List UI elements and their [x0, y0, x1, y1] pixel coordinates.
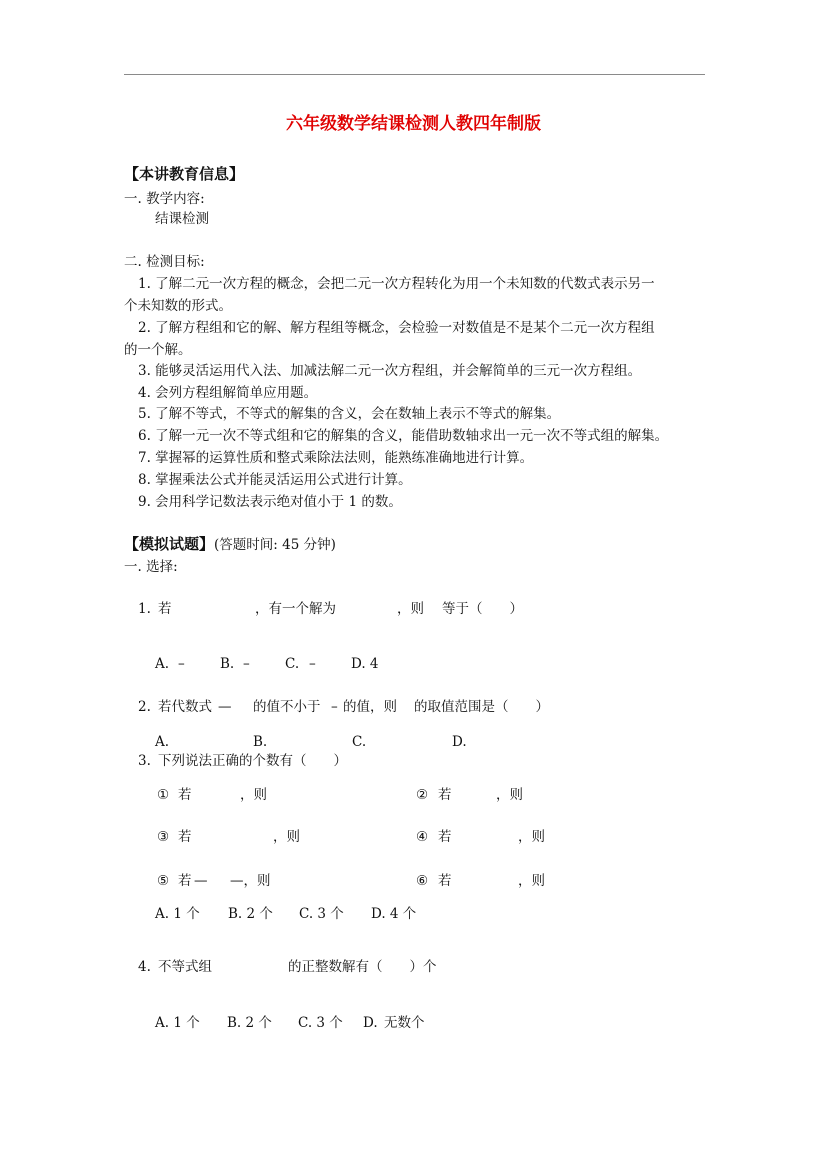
q1-text: ，有一个解为 — [255, 601, 336, 617]
content-value: 结课检测 — [155, 211, 209, 227]
q4-number: 4. — [138, 959, 151, 975]
q2-option-a: A. — [155, 734, 170, 750]
q3-statement-marker: ⑥ — [416, 873, 429, 889]
goal-line: 5. 了解不等式，不等式的解集的含义，会在数轴上表示不等式的解集。 — [138, 406, 561, 422]
q1-option-b: B. — [220, 656, 235, 672]
q3-statement-text: ，则 — [273, 829, 300, 845]
goal-line: 9. 会用科学记数法表示绝对值小于 1 的数。 — [138, 494, 402, 510]
q4-option-d-value: 无数个 — [384, 1015, 425, 1031]
q3-statement-text: ，则 — [240, 787, 267, 803]
goals-label: 二. 检测目标: — [124, 254, 205, 270]
q4-option-d: D. — [363, 1015, 378, 1031]
q4-option-c: C. 3 个 — [298, 1015, 343, 1031]
q3-statement-text: 若 — [438, 829, 452, 845]
content-label: 一. 教学内容: — [124, 191, 205, 207]
q1-option-a-value: – — [178, 656, 185, 672]
q3-statement-text: ，则 — [518, 873, 545, 889]
exam-time-note: (答题时间: 45 分钟) — [214, 537, 336, 553]
header-rule — [124, 74, 705, 75]
goal-line: 的一个解。 — [124, 342, 192, 358]
q3-statement-text: 若 — [178, 829, 192, 845]
q1-text: 若 — [158, 601, 172, 617]
goal-line: 6. 了解一元一次不等式组和它的解集的含义，能借助数轴求出一元一次不等式组的解集。 — [138, 428, 669, 444]
q3-statement-marker: ⑤ — [157, 873, 170, 889]
goal-line: 4. 会列方程组解简单应用题。 — [138, 385, 318, 401]
q2-option-b: B. — [253, 734, 268, 750]
q3-statement-text: 若 — [438, 787, 452, 803]
page-title: 六年级数学结课检测人教四年制版 — [286, 114, 541, 134]
q4-option-a: A. 1 个 — [155, 1015, 200, 1031]
q2-text: 的值，则 — [343, 699, 397, 715]
q4-text: 的正整数解有（ ）个 — [288, 959, 437, 975]
q1-number: 1. — [138, 601, 151, 617]
q3-number: 3. — [138, 753, 151, 769]
q3-statement-marker: ② — [416, 787, 429, 803]
q2-fraction-bar: — — [218, 699, 232, 715]
goal-line: 2. 了解方程组和它的解、解方程组等概念，会检验一对数值是不是某个二元一次方程组 — [138, 320, 655, 336]
q3-statement-text: 若 — [178, 873, 192, 889]
q1-option-c-value: – — [309, 656, 316, 672]
q3-option-d: D. 4 个 — [371, 906, 417, 922]
q3-statement-marker: ③ — [157, 829, 170, 845]
goal-line: 个未知数的形式。 — [124, 298, 232, 314]
q2-text: 若代数式 — [158, 699, 212, 715]
q1-option-d: D. 4 — [351, 656, 379, 672]
goal-line: 3. 能够灵活运用代入法、加减法解二元一次方程组，并会解简单的三元一次方程组。 — [138, 363, 642, 379]
section-label: 一. 选择: — [124, 559, 178, 575]
goal-line: 8. 掌握乘法公式并能灵活运用公式进行计算。 — [138, 472, 412, 488]
q3-option-a: A. 1 个 — [155, 906, 200, 922]
q3-statement-text: 若 — [178, 787, 192, 803]
q2-number: 2. — [138, 699, 151, 715]
info-heading: 【本讲教育信息】 — [124, 165, 245, 183]
q3-statement-text: ，则 — [518, 829, 545, 845]
q3-statement-text: 若 — [438, 873, 452, 889]
q2-fraction-bar: – — [331, 699, 338, 715]
q2-text: 的值不小于 — [253, 699, 321, 715]
q3-statement-marker: ① — [157, 787, 170, 803]
goal-line: 7. 掌握幂的运算性质和整式乘除法法则，能熟练准确地进行计算。 — [138, 450, 534, 466]
q3-option-c: C. 3 个 — [299, 906, 344, 922]
q1-text: 等于（ ） — [442, 601, 523, 617]
q4-option-b: B. 2 个 — [227, 1015, 272, 1031]
goal-line: 1. 了解二元一次方程的概念，会把二元一次方程转化为用一个未知数的代数式表示另一 — [138, 276, 655, 292]
q3-fraction-bar: — — [194, 873, 208, 889]
q3-statement-text: ，则 — [496, 787, 523, 803]
q1-option-a: A. — [155, 656, 170, 672]
q1-option-b-value: – — [243, 656, 250, 672]
q3-statement-marker: ④ — [416, 829, 429, 845]
q2-option-d: D. — [452, 734, 467, 750]
q1-option-c: C. — [285, 656, 300, 672]
q1-text: ，则 — [397, 601, 424, 617]
exam-heading — [124, 535, 336, 554]
q4-text: 不等式组 — [158, 959, 212, 975]
q2-option-c: C. — [352, 734, 367, 750]
q3-statement-text: —，则 — [230, 873, 271, 889]
q2-text: 的取值范围是（ ） — [414, 699, 549, 715]
q3-option-b: B. 2 个 — [228, 906, 273, 922]
exam-heading-label: 【模拟试题】 — [124, 535, 215, 553]
q3-stem: 下列说法正确的个数有（ ） — [158, 753, 347, 769]
